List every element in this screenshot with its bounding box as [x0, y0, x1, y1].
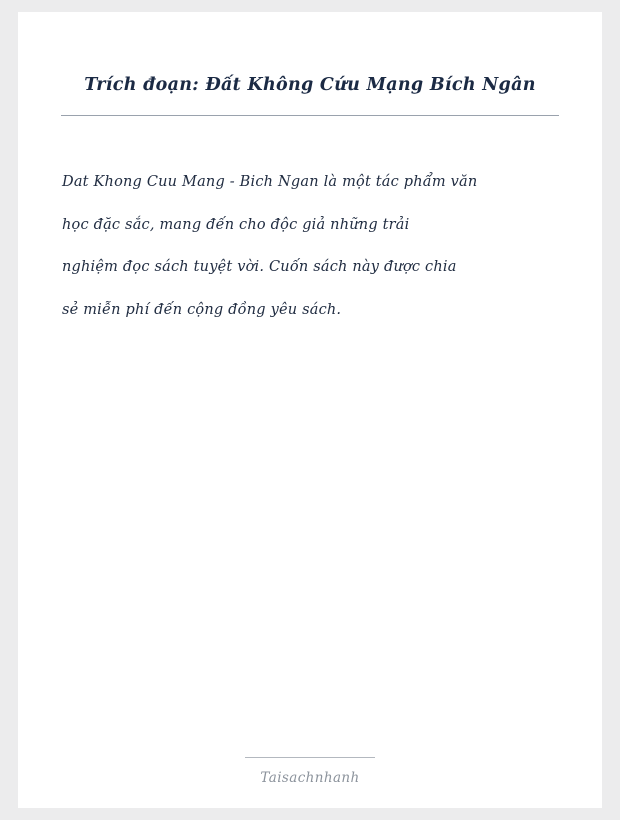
- page-footer: [18, 757, 602, 786]
- page-title: Trích đoạn: Đất Không Cứu Mạng Bích Ngân: [84, 75, 536, 95]
- body-paragraph-4: sẻ miễn phí đến cộng đồng yêu sách.: [62, 301, 342, 318]
- footer-divider: [245, 757, 375, 758]
- body-paragraph-1: Dat Khong Cuu Mang - Bich Ngan là một tác phẩm văn: [62, 174, 478, 191]
- document-body: [18, 116, 602, 324]
- body-paragraph-2: học đặc sắc, mang đến cho độc giả những trải: [62, 216, 410, 233]
- document-page: [18, 12, 602, 808]
- body-paragraph-3: nghiệm đọc sách tuyệt vời. Cuốn sách này được chia: [62, 259, 457, 276]
- footer-brand: Taisachnhanh: [260, 770, 360, 786]
